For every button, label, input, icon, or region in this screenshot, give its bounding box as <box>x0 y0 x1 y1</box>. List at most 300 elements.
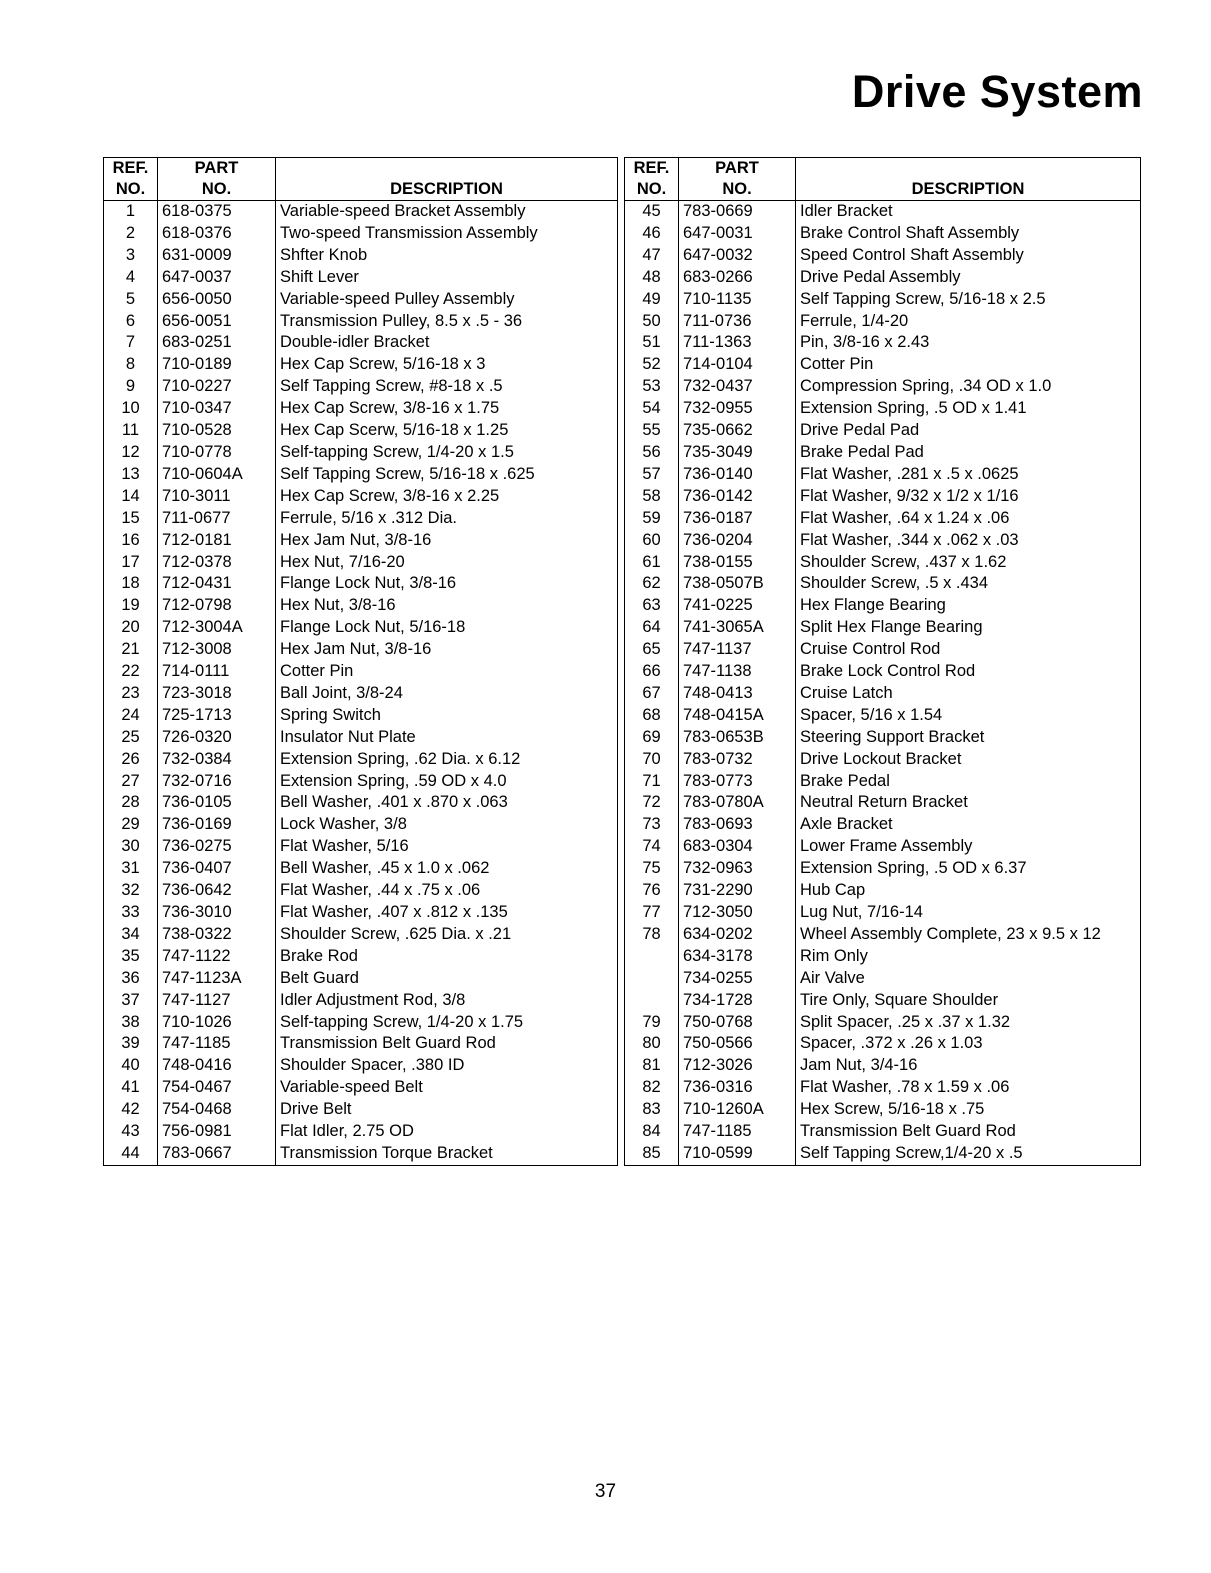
table-row <box>625 727 1141 749</box>
table-row <box>104 902 618 924</box>
ref-number: 51 <box>625 332 679 354</box>
part-number: 634-0202 <box>679 924 796 946</box>
table-row <box>104 223 618 245</box>
table-row <box>104 464 618 486</box>
table-row <box>104 968 618 990</box>
page-number: 37 <box>594 1481 617 1502</box>
ref-number: 37 <box>104 990 158 1012</box>
table-row <box>625 530 1141 552</box>
parts-table-right-body <box>625 201 1141 1166</box>
ref-number: 79 <box>625 1012 679 1034</box>
description: Transmission Pulley, 8.5 x .5 - 36 <box>276 311 618 333</box>
ref-number: 54 <box>625 398 679 420</box>
part-number: 732-0437 <box>679 376 796 398</box>
part-number: 631-0009 <box>158 245 276 267</box>
description: Variable-speed Bracket Assembly <box>276 201 618 223</box>
part-number: 647-0032 <box>679 245 796 267</box>
ref-number: 82 <box>625 1077 679 1099</box>
description: Brake Rod <box>276 946 618 968</box>
description-header: DESCRIPTION <box>796 179 1141 201</box>
description: Hex Screw, 5/16-18 x .75 <box>796 1099 1141 1121</box>
part-number: 711-0736 <box>679 311 796 333</box>
part-number: 754-0467 <box>158 1077 276 1099</box>
ref-number: 71 <box>625 771 679 793</box>
description: Shfter Knob <box>276 245 618 267</box>
description: Drive Belt <box>276 1099 618 1121</box>
part-number: 714-0104 <box>679 354 796 376</box>
table-row <box>625 508 1141 530</box>
part-number: 736-0105 <box>158 792 276 814</box>
description: Hex Nut, 3/8-16 <box>276 595 618 617</box>
description: Wheel Assembly Complete, 23 x 9.5 x 12 <box>796 924 1141 946</box>
part-number: 736-0187 <box>679 508 796 530</box>
part-number: 712-3004A <box>158 617 276 639</box>
table-row <box>104 201 618 223</box>
ref-number <box>625 990 679 1012</box>
part-number: 710-1026 <box>158 1012 276 1034</box>
ref-number: 32 <box>104 880 158 902</box>
description: Cruise Latch <box>796 683 1141 705</box>
description: Pin, 3/8-16 x 2.43 <box>796 332 1141 354</box>
ref-number: 55 <box>625 420 679 442</box>
part-number: 712-3050 <box>679 902 796 924</box>
part-number: 710-3011 <box>158 486 276 508</box>
description: Insulator Nut Plate <box>276 727 618 749</box>
header-row-2 <box>104 179 618 201</box>
part-number: 647-0037 <box>158 267 276 289</box>
ref-number: 23 <box>104 683 158 705</box>
table-row <box>625 661 1141 683</box>
description: Neutral Return Bracket <box>796 792 1141 814</box>
table-row <box>104 354 618 376</box>
table-row <box>625 486 1141 508</box>
table-row <box>104 508 618 530</box>
description: Split Spacer, .25 x .37 x 1.32 <box>796 1012 1141 1034</box>
part-number: 683-0304 <box>679 836 796 858</box>
table-row <box>625 289 1141 311</box>
part-number: 736-0316 <box>679 1077 796 1099</box>
part-header-line2: NO. <box>158 179 276 201</box>
part-number: 754-0468 <box>158 1099 276 1121</box>
page-title: Drive System <box>851 66 1143 117</box>
description-header-spacer <box>796 158 1141 180</box>
part-number: 748-0415A <box>679 705 796 727</box>
part-number: 710-0528 <box>158 420 276 442</box>
description: Brake Pedal <box>796 771 1141 793</box>
table-row <box>104 573 618 595</box>
part-number: 710-0189 <box>158 354 276 376</box>
description: Lower Frame Assembly <box>796 836 1141 858</box>
part-number: 783-0693 <box>679 814 796 836</box>
description: Shoulder Screw, .625 Dia. x .21 <box>276 924 618 946</box>
table-row <box>625 705 1141 727</box>
table-row <box>104 1055 618 1077</box>
ref-header-line1: REF. <box>104 158 158 180</box>
part-number: 736-0642 <box>158 880 276 902</box>
description: Transmission Belt Guard Rod <box>796 1121 1141 1143</box>
description: Extension Spring, .59 OD x 4.0 <box>276 771 618 793</box>
table-row <box>104 814 618 836</box>
ref-number: 81 <box>625 1055 679 1077</box>
description: Ferrule, 5/16 x .312 Dia. <box>276 508 618 530</box>
part-number: 741-0225 <box>679 595 796 617</box>
table-row <box>104 1121 618 1143</box>
table-row <box>625 267 1141 289</box>
part-number: 734-1728 <box>679 990 796 1012</box>
ref-number: 33 <box>104 902 158 924</box>
ref-number: 46 <box>625 223 679 245</box>
ref-number: 76 <box>625 880 679 902</box>
part-number: 710-0347 <box>158 398 276 420</box>
part-header-line1: PART <box>158 158 276 180</box>
ref-number: 61 <box>625 552 679 574</box>
description: Self Tapping Screw, #8-18 x .5 <box>276 376 618 398</box>
description: Belt Guard <box>276 968 618 990</box>
part-number: 647-0031 <box>679 223 796 245</box>
part-number: 738-0155 <box>679 552 796 574</box>
ref-number: 31 <box>104 858 158 880</box>
description: Jam Nut, 3/4-16 <box>796 1055 1141 1077</box>
description: Air Valve <box>796 968 1141 990</box>
ref-number: 48 <box>625 267 679 289</box>
header-row-1 <box>104 158 618 180</box>
description: Bell Washer, .45 x 1.0 x .062 <box>276 858 618 880</box>
ref-number: 43 <box>104 1121 158 1143</box>
header-row-2 <box>625 179 1141 201</box>
part-number: 656-0051 <box>158 311 276 333</box>
description: Self Tapping Screw, 5/16-18 x .625 <box>276 464 618 486</box>
description: Idler Adjustment Rod, 3/8 <box>276 990 618 1012</box>
part-number: 748-0413 <box>679 683 796 705</box>
part-number: 656-0050 <box>158 289 276 311</box>
table-row <box>625 858 1141 880</box>
table-row <box>104 990 618 1012</box>
ref-number: 39 <box>104 1033 158 1055</box>
part-number: 736-0407 <box>158 858 276 880</box>
ref-number: 6 <box>104 311 158 333</box>
table-row <box>104 858 618 880</box>
description: Spacer, .372 x .26 x 1.03 <box>796 1033 1141 1055</box>
description: Axle Bracket <box>796 814 1141 836</box>
description: Flange Lock Nut, 3/8-16 <box>276 573 618 595</box>
part-number: 748-0416 <box>158 1055 276 1077</box>
ref-number: 62 <box>625 573 679 595</box>
table-row <box>625 792 1141 814</box>
ref-number: 13 <box>104 464 158 486</box>
description: Hex Jam Nut, 3/8-16 <box>276 530 618 552</box>
ref-number: 34 <box>104 924 158 946</box>
ref-number: 52 <box>625 354 679 376</box>
part-number: 731-2290 <box>679 880 796 902</box>
ref-number: 68 <box>625 705 679 727</box>
part-number: 712-0798 <box>158 595 276 617</box>
description: Hub Cap <box>796 880 1141 902</box>
part-header-line1: PART <box>679 158 796 180</box>
ref-number: 30 <box>104 836 158 858</box>
part-number: 732-0955 <box>679 398 796 420</box>
ref-number: 49 <box>625 289 679 311</box>
part-number: 618-0376 <box>158 223 276 245</box>
ref-number: 73 <box>625 814 679 836</box>
part-number: 711-1363 <box>679 332 796 354</box>
part-number: 710-0604A <box>158 464 276 486</box>
description: Cotter Pin <box>276 661 618 683</box>
description: Split Hex Flange Bearing <box>796 617 1141 639</box>
description: Steering Support Bracket <box>796 727 1141 749</box>
description: Shoulder Screw, .5 x .434 <box>796 573 1141 595</box>
description: Lock Washer, 3/8 <box>276 814 618 836</box>
table-row <box>104 245 618 267</box>
description: Flat Washer, 9/32 x 1/2 x 1/16 <box>796 486 1141 508</box>
ref-number: 47 <box>625 245 679 267</box>
parts-table-right <box>624 157 1141 1166</box>
table-row <box>625 639 1141 661</box>
table-row <box>625 1077 1141 1099</box>
description: Bell Washer, .401 x .870 x .063 <box>276 792 618 814</box>
ref-number: 15 <box>104 508 158 530</box>
table-row <box>104 880 618 902</box>
table-row <box>625 836 1141 858</box>
ref-number: 10 <box>104 398 158 420</box>
part-number: 736-0275 <box>158 836 276 858</box>
description: Hex Jam Nut, 3/8-16 <box>276 639 618 661</box>
part-number: 783-0669 <box>679 201 796 223</box>
description: Flat Washer, .407 x .812 x .135 <box>276 902 618 924</box>
table-row <box>625 354 1141 376</box>
part-number: 747-1137 <box>679 639 796 661</box>
part-number: 634-3178 <box>679 946 796 968</box>
description: Hex Cap Screw, 3/8-16 x 1.75 <box>276 398 618 420</box>
table-row <box>625 749 1141 771</box>
ref-header-line1: REF. <box>625 158 679 180</box>
ref-number <box>625 946 679 968</box>
ref-number: 9 <box>104 376 158 398</box>
ref-number: 17 <box>104 552 158 574</box>
part-number: 756-0981 <box>158 1121 276 1143</box>
table-row <box>625 902 1141 924</box>
description: Spring Switch <box>276 705 618 727</box>
table-row <box>104 1143 618 1165</box>
table-row <box>625 1143 1141 1165</box>
part-number: 783-0653B <box>679 727 796 749</box>
description: Transmission Belt Guard Rod <box>276 1033 618 1055</box>
description-header-spacer <box>276 158 618 180</box>
table-row <box>104 420 618 442</box>
part-number: 710-0778 <box>158 442 276 464</box>
table-row <box>625 420 1141 442</box>
table-row <box>104 924 618 946</box>
table-row <box>104 595 618 617</box>
description: Shift Lever <box>276 267 618 289</box>
description: Extension Spring, .5 OD x 6.37 <box>796 858 1141 880</box>
part-number: 712-0181 <box>158 530 276 552</box>
description: Double-idler Bracket <box>276 332 618 354</box>
description: Compression Spring, .34 OD x 1.0 <box>796 376 1141 398</box>
table-row <box>104 442 618 464</box>
part-number: 683-0266 <box>679 267 796 289</box>
part-number: 726-0320 <box>158 727 276 749</box>
ref-number: 27 <box>104 771 158 793</box>
description: Extension Spring, .62 Dia. x 6.12 <box>276 749 618 771</box>
part-number: 723-3018 <box>158 683 276 705</box>
table-row <box>625 924 1141 946</box>
table-row <box>625 573 1141 595</box>
part-number: 710-1135 <box>679 289 796 311</box>
part-number: 741-3065A <box>679 617 796 639</box>
table-row <box>625 990 1141 1012</box>
description: Flange Lock Nut, 5/16-18 <box>276 617 618 639</box>
part-number: 783-0773 <box>679 771 796 793</box>
part-number: 747-1123A <box>158 968 276 990</box>
description: Flat Washer, .281 x .5 x .0625 <box>796 464 1141 486</box>
description: Brake Pedal Pad <box>796 442 1141 464</box>
part-number: 738-0507B <box>679 573 796 595</box>
description: Extension Spring, .5 OD x 1.41 <box>796 398 1141 420</box>
part-number: 735-3049 <box>679 442 796 464</box>
description: Shoulder Screw, .437 x 1.62 <box>796 552 1141 574</box>
part-number: 750-0768 <box>679 1012 796 1034</box>
description: Variable-speed Belt <box>276 1077 618 1099</box>
description: Idler Bracket <box>796 201 1141 223</box>
description: Self Tapping Screw,1/4-20 x .5 <box>796 1143 1141 1165</box>
description: Ball Joint, 3/8-24 <box>276 683 618 705</box>
ref-number: 8 <box>104 354 158 376</box>
ref-number <box>625 968 679 990</box>
ref-number: 75 <box>625 858 679 880</box>
table-row <box>104 617 618 639</box>
table-row <box>104 771 618 793</box>
ref-number: 83 <box>625 1099 679 1121</box>
description: Tire Only, Square Shoulder <box>796 990 1141 1012</box>
ref-number: 64 <box>625 617 679 639</box>
table-row <box>104 332 618 354</box>
part-header-line2: NO. <box>679 179 796 201</box>
part-number: 747-1185 <box>679 1121 796 1143</box>
description: Variable-speed Pulley Assembly <box>276 289 618 311</box>
ref-number: 65 <box>625 639 679 661</box>
description: Brake Control Shaft Assembly <box>796 223 1141 245</box>
ref-number: 26 <box>104 749 158 771</box>
table-row <box>104 530 618 552</box>
table-row <box>104 1099 618 1121</box>
ref-number: 40 <box>104 1055 158 1077</box>
ref-number: 80 <box>625 1033 679 1055</box>
table-row <box>625 880 1141 902</box>
description: Cruise Control Rod <box>796 639 1141 661</box>
table-row <box>625 552 1141 574</box>
table-row <box>625 376 1141 398</box>
ref-number: 2 <box>104 223 158 245</box>
part-number: 738-0322 <box>158 924 276 946</box>
part-number: 710-1260A <box>679 1099 796 1121</box>
table-row <box>625 683 1141 705</box>
ref-number: 45 <box>625 201 679 223</box>
description: Hex Cap Scerw, 5/16-18 x 1.25 <box>276 420 618 442</box>
part-number: 712-0431 <box>158 573 276 595</box>
description: Self-tapping Screw, 1/4-20 x 1.75 <box>276 1012 618 1034</box>
part-number: 783-0780A <box>679 792 796 814</box>
ref-number: 29 <box>104 814 158 836</box>
description: Lug Nut, 7/16-14 <box>796 902 1141 924</box>
description: Self-tapping Screw, 1/4-20 x 1.5 <box>276 442 618 464</box>
part-number: 732-0384 <box>158 749 276 771</box>
table-row <box>625 1012 1141 1034</box>
table-row <box>104 705 618 727</box>
part-number: 712-0378 <box>158 552 276 574</box>
description: Drive Lockout Bracket <box>796 749 1141 771</box>
ref-number: 70 <box>625 749 679 771</box>
ref-number: 7 <box>104 332 158 354</box>
ref-number: 63 <box>625 595 679 617</box>
header-row-1 <box>625 158 1141 180</box>
table-row <box>104 376 618 398</box>
part-number: 725-1713 <box>158 705 276 727</box>
part-number: 747-1122 <box>158 946 276 968</box>
table-row <box>625 442 1141 464</box>
description: Flat Washer, 5/16 <box>276 836 618 858</box>
table-row <box>625 223 1141 245</box>
table-row <box>104 398 618 420</box>
table-row <box>625 968 1141 990</box>
parts-table-left <box>103 157 618 1166</box>
description: Speed Control Shaft Assembly <box>796 245 1141 267</box>
part-number: 750-0566 <box>679 1033 796 1055</box>
description: Flat Washer, .64 x 1.24 x .06 <box>796 508 1141 530</box>
ref-number: 50 <box>625 311 679 333</box>
part-number: 712-3008 <box>158 639 276 661</box>
table-row <box>104 267 618 289</box>
part-number: 736-0169 <box>158 814 276 836</box>
ref-number: 57 <box>625 464 679 486</box>
ref-header-line2: NO. <box>625 179 679 201</box>
description: Hex Nut, 7/16-20 <box>276 552 618 574</box>
part-number: 736-0140 <box>679 464 796 486</box>
ref-number: 3 <box>104 245 158 267</box>
ref-number: 42 <box>104 1099 158 1121</box>
ref-number: 11 <box>104 420 158 442</box>
table-row <box>625 464 1141 486</box>
part-number: 710-0227 <box>158 376 276 398</box>
description: Ferrule, 1/4-20 <box>796 311 1141 333</box>
ref-number: 84 <box>625 1121 679 1143</box>
part-number: 734-0255 <box>679 968 796 990</box>
description: Two-speed Transmission Assembly <box>276 223 618 245</box>
ref-number: 66 <box>625 661 679 683</box>
part-number: 711-0677 <box>158 508 276 530</box>
table-row <box>104 1077 618 1099</box>
table-row <box>104 1033 618 1055</box>
part-number: 747-1138 <box>679 661 796 683</box>
part-number: 736-0204 <box>679 530 796 552</box>
ref-number: 24 <box>104 705 158 727</box>
part-number: 712-3026 <box>679 1055 796 1077</box>
table-row <box>104 639 618 661</box>
ref-number: 21 <box>104 639 158 661</box>
ref-number: 44 <box>104 1143 158 1165</box>
ref-number: 78 <box>625 924 679 946</box>
ref-number: 72 <box>625 792 679 814</box>
ref-number: 53 <box>625 376 679 398</box>
table-row <box>625 201 1141 223</box>
description: Rim Only <box>796 946 1141 968</box>
ref-number: 69 <box>625 727 679 749</box>
part-number: 747-1127 <box>158 990 276 1012</box>
description: Hex Cap Screw, 5/16-18 x 3 <box>276 354 618 376</box>
description: Shoulder Spacer, .380 ID <box>276 1055 618 1077</box>
table-row <box>625 595 1141 617</box>
description: Flat Washer, .78 x 1.59 x .06 <box>796 1077 1141 1099</box>
description: Drive Pedal Assembly <box>796 267 1141 289</box>
